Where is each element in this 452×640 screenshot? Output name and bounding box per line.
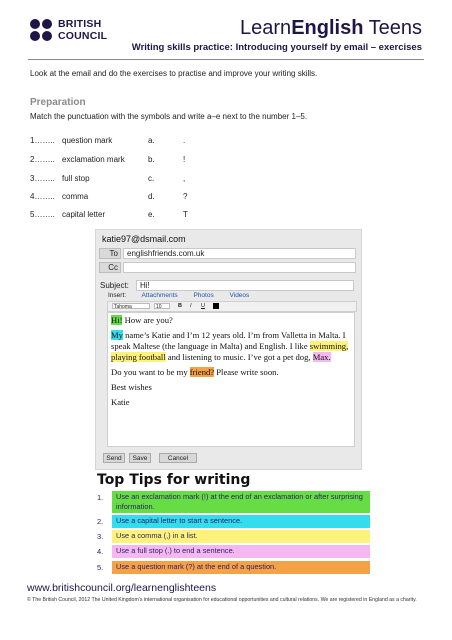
footer-copyright: © The British Council, 2012 The United Kingdom’s international organisation for educational opportunities and cultural relations. We are registered in England as a charity. xyxy=(27,597,417,603)
option-letter: e. xyxy=(148,210,155,219)
answer-blank[interactable]: 4…….. xyxy=(30,192,55,201)
tip-number: 4. xyxy=(97,547,104,556)
to-field[interactable]: englishfriends.com.uk xyxy=(123,248,356,259)
tip-full-stop: Use a full stop (.) to end a sentence. xyxy=(112,545,370,558)
bold-button[interactable]: B xyxy=(178,303,182,309)
italic-button[interactable]: I xyxy=(190,303,192,309)
option-symbol: ! xyxy=(183,155,186,164)
logo-english: English xyxy=(291,17,364,39)
email-body[interactable] xyxy=(107,312,355,447)
email-compose-window xyxy=(95,229,362,470)
font-select[interactable]: Tahoma xyxy=(112,303,150,309)
body-signoff: Best wishes xyxy=(111,382,152,392)
subject-field[interactable]: Hi! xyxy=(136,280,354,291)
preparation-heading: Preparation xyxy=(30,97,86,108)
option-symbol: T xyxy=(183,210,188,219)
tips-heading: Top Tips for writing xyxy=(97,472,251,488)
option-letter: c. xyxy=(148,174,155,183)
answer-blank[interactable]: 3…….. xyxy=(30,174,55,183)
insert-bar xyxy=(108,292,263,299)
cancel-button[interactable]: Cancel xyxy=(159,453,197,463)
punctuation-name: comma xyxy=(62,192,89,201)
underline-button[interactable]: U xyxy=(201,303,205,309)
option-symbol: ? xyxy=(183,192,188,201)
british-council-logo xyxy=(30,17,140,47)
answer-blank[interactable]: 1…….. xyxy=(30,136,55,145)
page-subtitle: Writing skills practice: Introducing yourself by email – exercises xyxy=(131,42,422,53)
punctuation-name: full stop xyxy=(62,174,90,183)
save-button[interactable]: Save xyxy=(129,453,151,463)
insert-label: Insert: xyxy=(108,292,127,299)
tip-number: 2. xyxy=(97,517,104,526)
insert-attachments-link[interactable]: Attachments xyxy=(141,292,178,299)
answer-blank[interactable]: 2…….. xyxy=(30,155,55,164)
cc-button[interactable]: Cc xyxy=(99,262,121,273)
format-toolbar xyxy=(107,301,357,312)
punctuation-name: question mark xyxy=(62,136,113,145)
font-size-select[interactable]: 10 xyxy=(154,303,170,309)
subject-label: Subject: xyxy=(100,281,129,290)
option-symbol: , xyxy=(183,174,186,183)
tip-exclamation: Use an exclamation mark (!) at the end of an exclamation or after surprising information. xyxy=(112,491,370,513)
body-paragraph: My name’s Katie and I’m 12 years old. I’m from Valletta in Malta. I speak Maltese (the language in Malta) and English. I like swimming, playing football and listening to music. I’ve got a pet dog, Max. xyxy=(111,330,349,362)
sender-address: katie97@dsmail.com xyxy=(102,234,186,244)
tip-number: 5. xyxy=(97,563,104,572)
tip-question-mark: Use a question mark (?) at the end of a question. xyxy=(112,561,370,574)
preparation-instruction: Match the punctuation with the symbols and write a–e next to the number 1–5. xyxy=(30,112,308,121)
tip-comma: Use a comma (,) in a list. xyxy=(112,530,370,543)
logo-dots-icon xyxy=(30,19,54,43)
insert-photos-link[interactable]: Photos xyxy=(193,292,214,299)
tip-number: 3. xyxy=(97,532,104,541)
footer-link[interactable]: www.britishcouncil.org/learnenglishteens xyxy=(27,582,217,594)
option-symbol: . xyxy=(183,136,186,145)
punctuation-name: capital letter xyxy=(62,210,106,219)
tip-number: 1. xyxy=(97,493,104,502)
header-divider xyxy=(28,59,424,60)
option-letter: a. xyxy=(148,136,155,145)
text-color-button[interactable] xyxy=(213,303,219,309)
brand-line-1: BRITISH xyxy=(58,18,102,30)
logo-teens: Teens xyxy=(363,17,422,39)
body-signature: Katie xyxy=(111,397,130,407)
option-letter: b. xyxy=(148,155,155,164)
brand-line-2: COUNCIL xyxy=(58,30,108,42)
intro-text: Look at the email and do the exercises to practise and improve your writing skills. xyxy=(30,69,318,78)
body-question: Do you want to be my friend? Please write soon. xyxy=(111,367,279,377)
learnenglish-teens-logo xyxy=(240,17,422,40)
body-greeting: Hi! How are you? xyxy=(111,315,173,325)
logo-learn: Learn xyxy=(240,17,292,39)
to-button[interactable]: To xyxy=(99,248,121,259)
insert-videos-link[interactable]: Videos xyxy=(229,292,250,299)
punctuation-name: exclamation mark xyxy=(62,155,125,164)
send-button[interactable]: Send xyxy=(103,453,125,463)
cc-field[interactable] xyxy=(123,262,356,273)
option-letter: d. xyxy=(148,192,155,201)
answer-blank[interactable]: 5…….. xyxy=(30,210,55,219)
tip-capital: Use a capital letter to start a sentence. xyxy=(112,515,370,528)
